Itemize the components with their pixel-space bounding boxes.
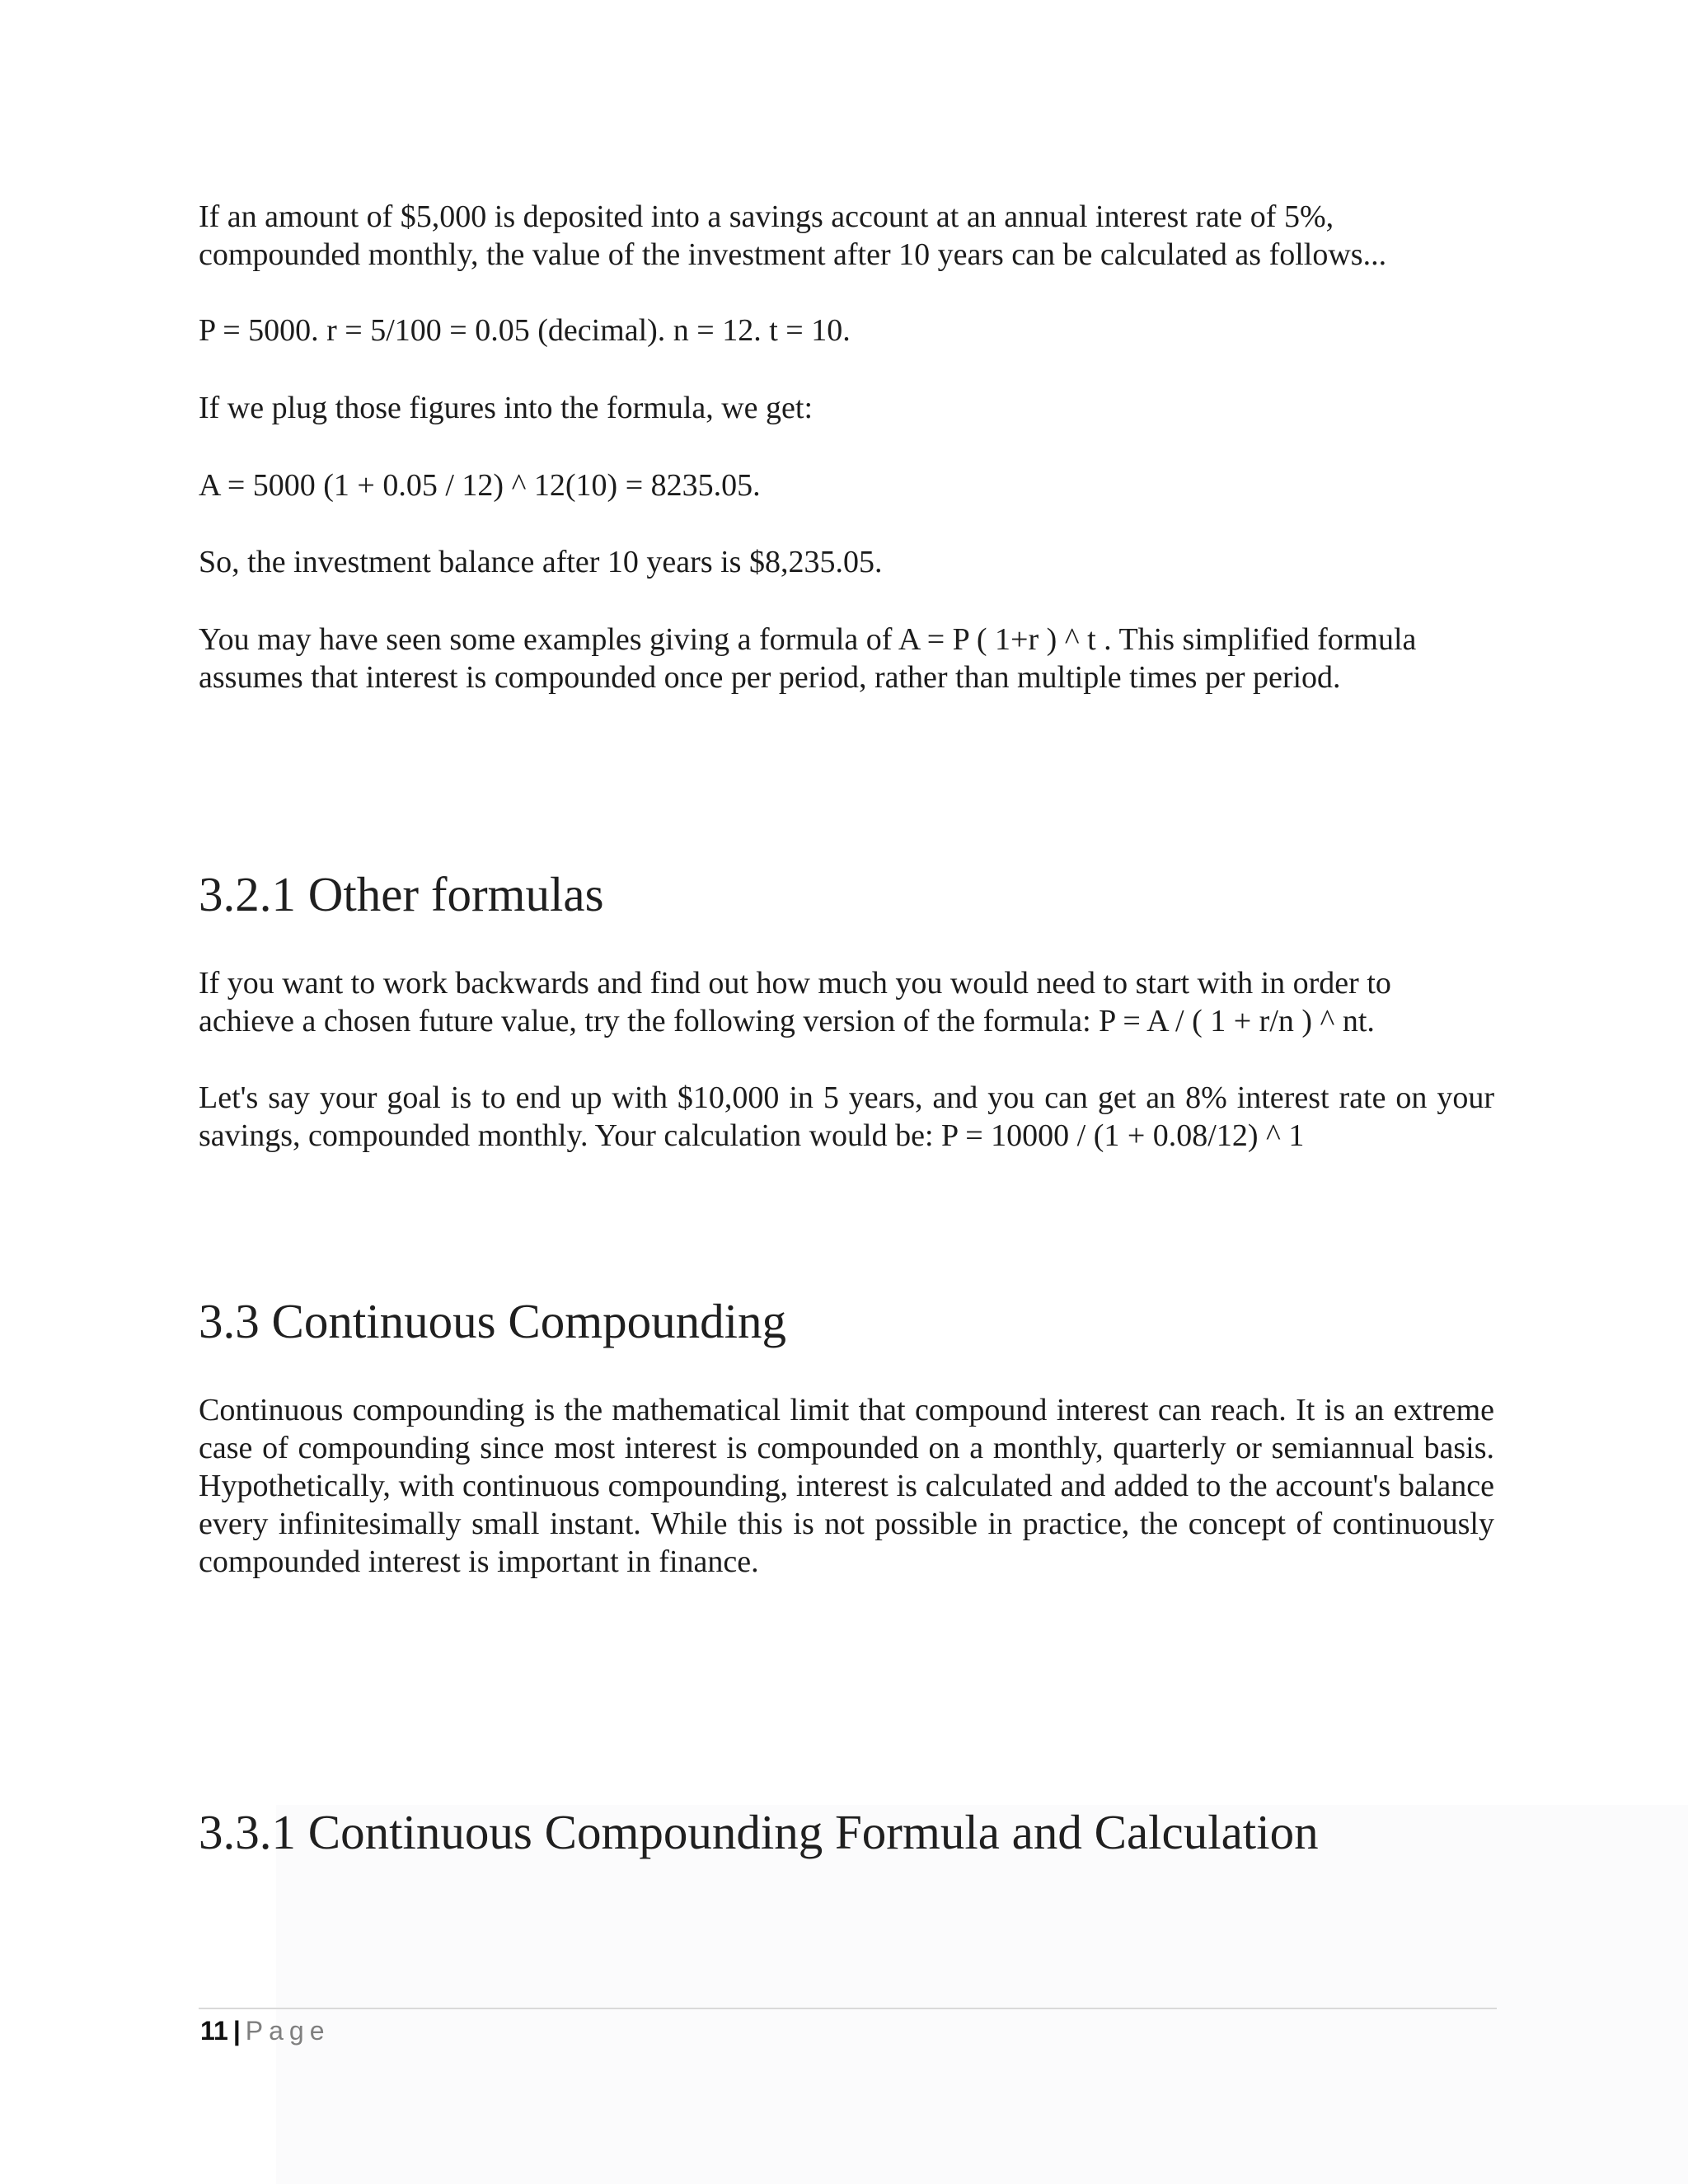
- paragraph-example-intro: If an amount of $5,000 is deposited into a savings account at an annual interest rate of 5%, compounded monthly, the value of the investment after 10 years can be calculated as follows...: [199, 199, 1387, 272]
- paragraph-goal-example: Let's say your goal is to end up with $10,000 in 5 years, and you can get an 8% interest rate on your savings, compounded monthly. Your calculation would be: P = 10000 / (1 + 0.08/12) ^ 1: [199, 1080, 1494, 1153]
- heading-continuous-formula: 3.3.1 Continuous Compounding Formula and Calculation: [199, 1805, 1319, 1859]
- page-number: 11: [200, 2016, 228, 2046]
- paragraph-variables: P = 5000. r = 5/100 = 0.05 (decimal). n = 12. t = 10.: [199, 313, 851, 348]
- paragraph-work-backwards: If you want to work backwards and find out how much you would need to start with in order to achieve a chosen future value, try the following version of the formula: P = A / ( 1 + r/n ) ^ nt.: [199, 966, 1391, 1038]
- paragraph-balance: So, the investment balance after 10 years is $8,235.05.: [199, 545, 883, 579]
- page-footer: [200, 2013, 331, 2049]
- heading-continuous-compounding: 3.3 Continuous Compounding: [199, 1294, 786, 1348]
- footer-divider: [199, 2008, 1497, 2009]
- page-shading: [276, 1805, 1688, 2184]
- paragraph-plug-in: If we plug those figures into the formula, we get:: [199, 391, 814, 425]
- paragraph-formula-result: A = 5000 (1 + 0.05 / 12) ^ 12(10) = 8235.05.: [199, 468, 761, 503]
- heading-other-formulas: 3.2.1 Other formulas: [199, 867, 604, 921]
- page-label: Page: [245, 2016, 331, 2046]
- paragraph-continuous-compounding: Continuous compounding is the mathematical limit that compound interest can reach. It is an extreme case of compounding since most interest is compounded on a monthly, quarterly or semiannual basis. Hypothetically, with continuous compounding, interest is calculated and added to the account's balance every infinitesimally small instant. While this is not possible in practice, the concept of continuously compounded interest is important in finance.: [199, 1393, 1494, 1579]
- footer-separator: |: [232, 2016, 241, 2046]
- paragraph-simplified-formula: You may have seen some examples giving a formula of A = P ( 1+r ) ^ t . This simplified formula assumes that interest is compounded once per period, rather than multiple times per period.: [199, 622, 1417, 695]
